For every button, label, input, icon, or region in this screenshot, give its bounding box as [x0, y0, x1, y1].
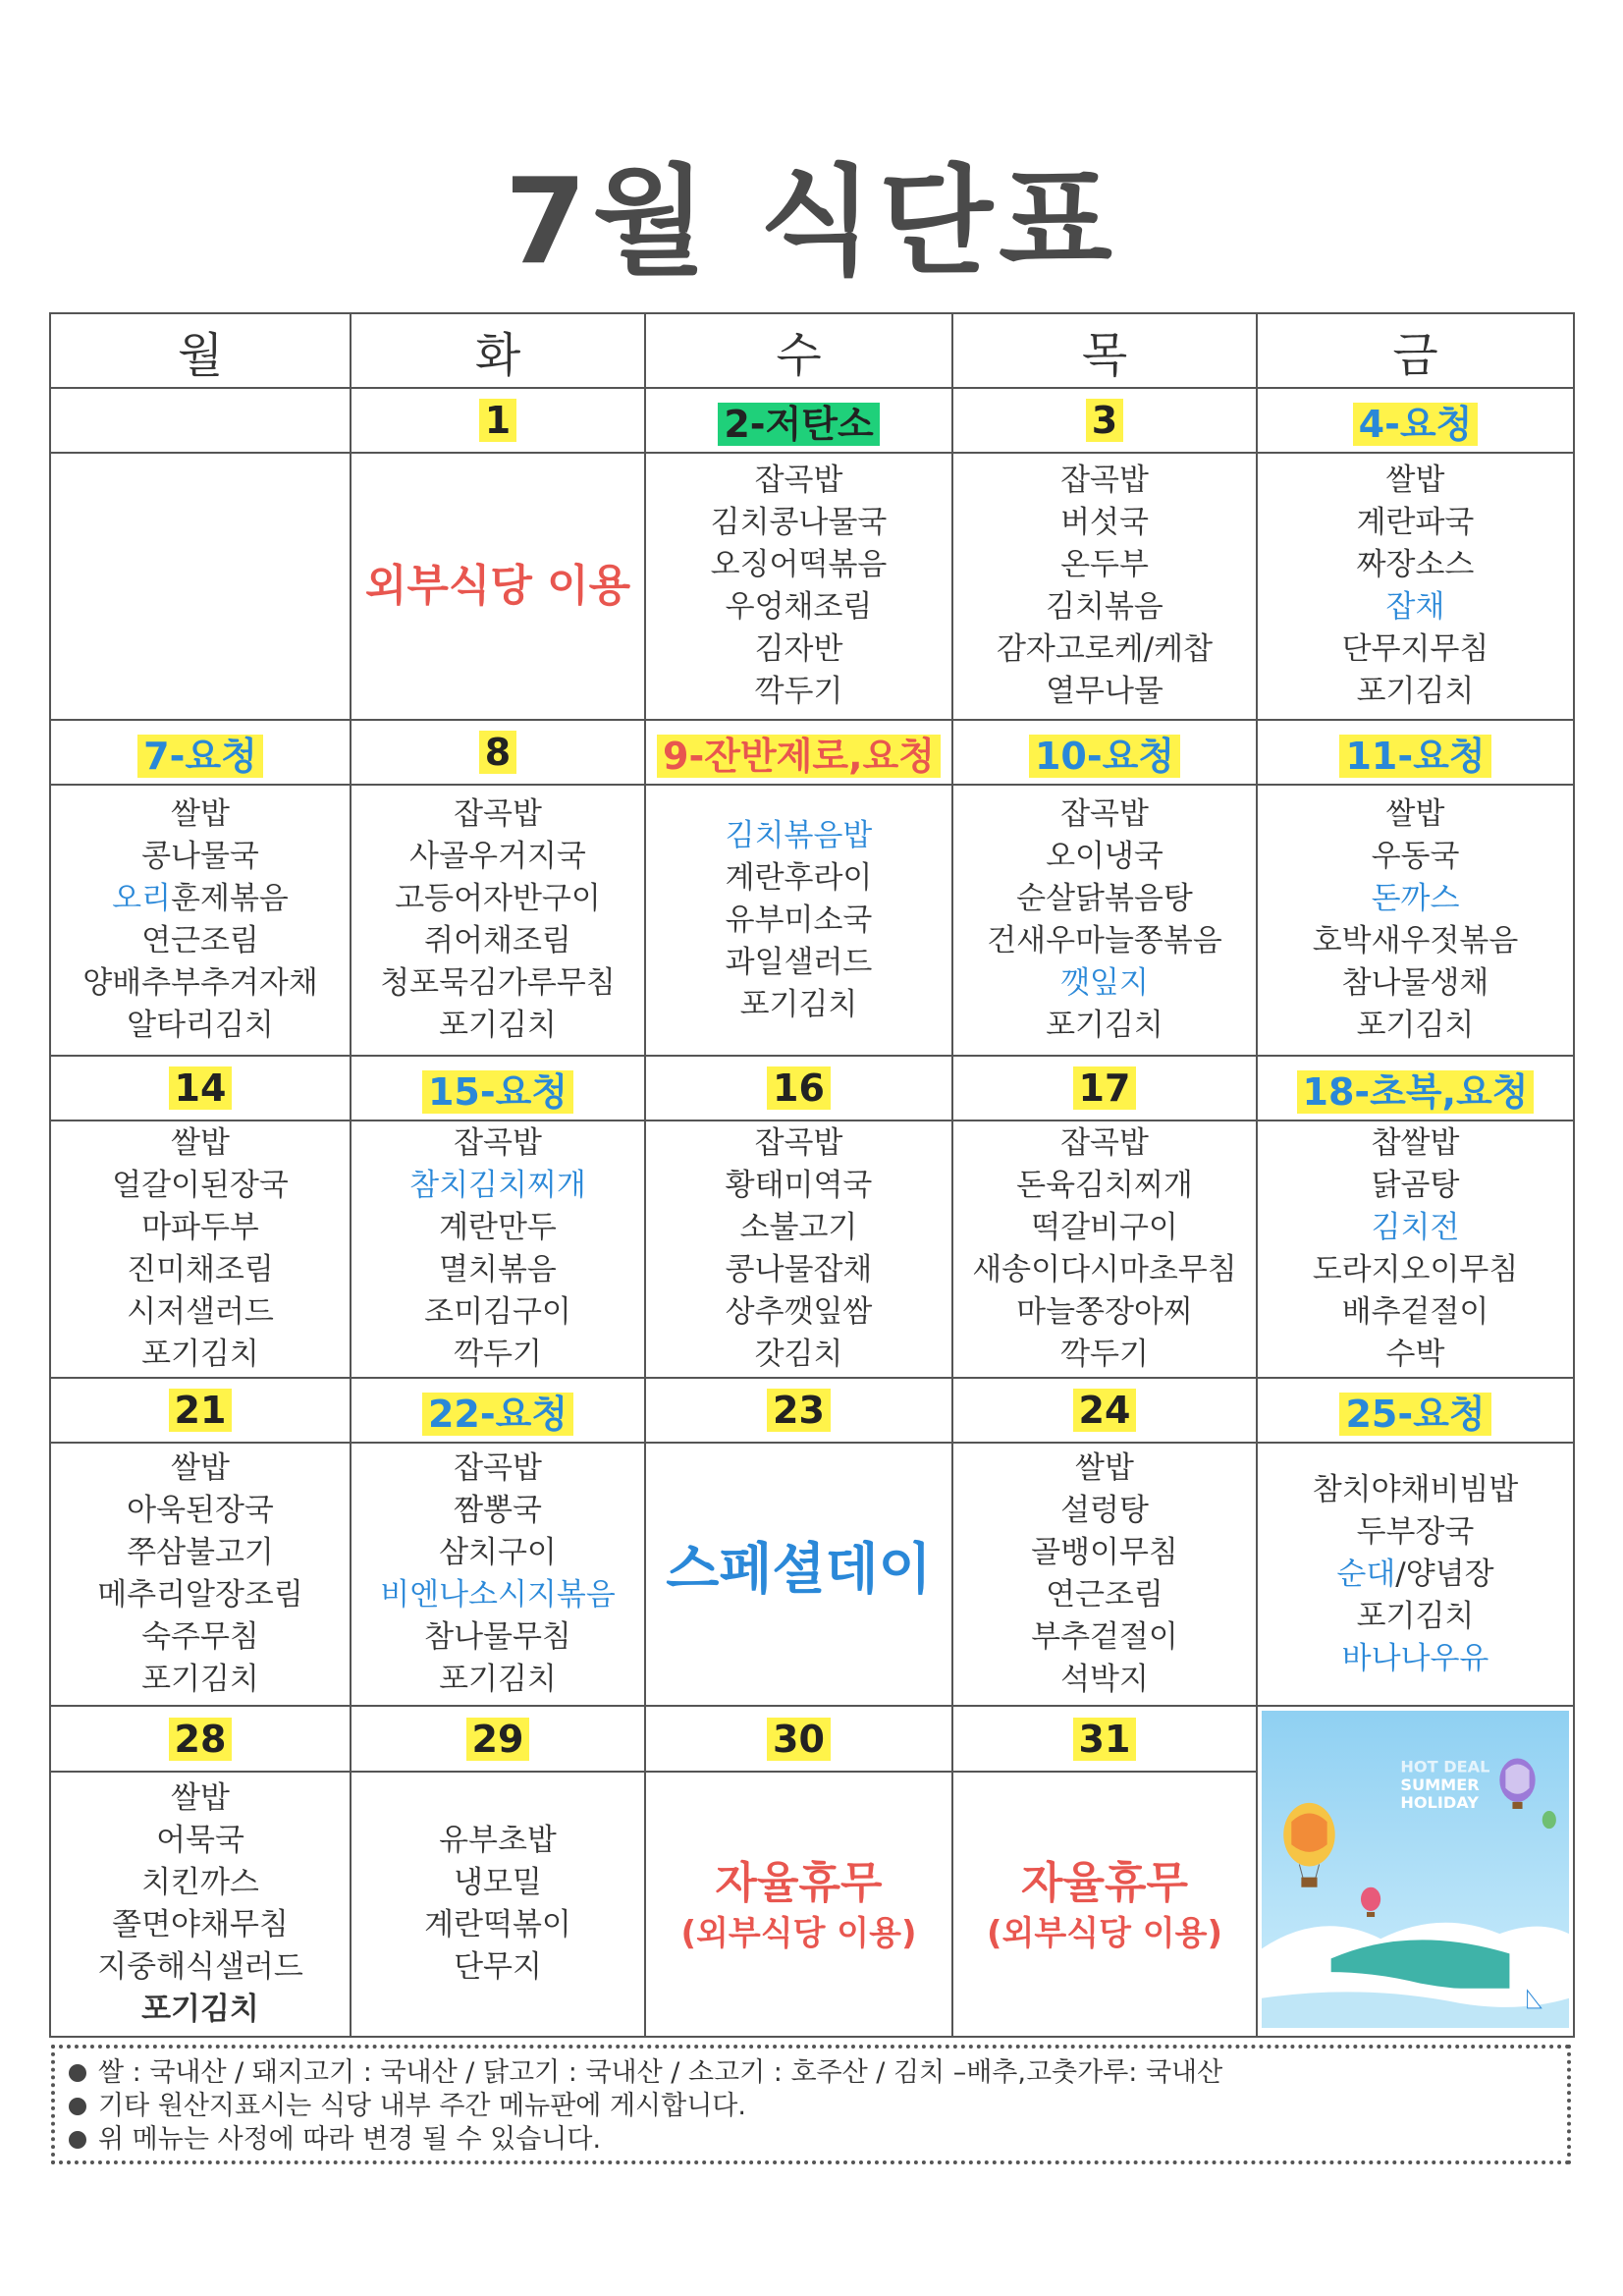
menu-item: 콩나물잡채 — [725, 1252, 873, 1287]
summer-holiday-illustration — [1262, 1711, 1569, 2028]
menu-item: 포기김치 — [1046, 1008, 1163, 1043]
note-row — [69, 2123, 1553, 2157]
menu-item: 깻잎지 — [1060, 965, 1149, 1001]
date-label: 17 — [1073, 1066, 1137, 1110]
note-text: 위 메뉴는 사정에 따라 변경 될 수 있습니다. — [98, 2124, 602, 2155]
date-label: 14 — [169, 1066, 233, 1110]
menu-item: 포기김치 — [439, 1662, 557, 1697]
menu-cell — [351, 1772, 645, 2037]
date-cell — [1257, 1378, 1574, 1443]
menu-item: 상추깻잎쌈 — [725, 1294, 873, 1330]
note-text: 기타 원산지표시는 식당 내부 주간 메뉴판에 게시합니다. — [98, 2091, 746, 2121]
menu-cell — [50, 1121, 351, 1378]
menu-cell — [351, 785, 645, 1056]
date-row-week3 — [50, 1056, 1574, 1121]
menu-item: 쭈삼불고기 — [127, 1535, 274, 1570]
menu-cell — [952, 1772, 1257, 2037]
menu-item: 열무나물 — [1046, 674, 1163, 709]
date-cell — [351, 1056, 645, 1121]
menu-item: 쌀밥 — [1075, 1450, 1134, 1486]
menu-item: 우동국 — [1371, 839, 1460, 874]
date-label: 22-요청 — [422, 1393, 573, 1436]
menu-item: 순살닭볶음탕 — [1016, 881, 1193, 916]
bullet-icon — [69, 2098, 86, 2115]
date-label: 7-요청 — [137, 735, 263, 778]
date-label: 23 — [767, 1389, 831, 1432]
menu-item: 짬뽕국 — [454, 1493, 542, 1528]
menu-item: 쌀밥 — [171, 1125, 230, 1161]
menu-item: 메추리알장조림 — [97, 1577, 303, 1613]
menu-item: 유부미소국 — [725, 902, 873, 938]
menu-cell — [645, 1772, 952, 2037]
menu-item: 포기김치 — [141, 1662, 259, 1697]
menu-item: 깍두기 — [1060, 1337, 1149, 1372]
bullet-icon — [69, 2131, 86, 2149]
menu-item-highlight: 순대 — [1336, 1556, 1396, 1592]
menu-item: 쥐어채조림 — [424, 923, 571, 958]
menu-item: 짜장소스 — [1356, 547, 1475, 582]
menu-item: 잡채 — [1385, 589, 1445, 625]
menu-item: 닭곰탕 — [1371, 1168, 1460, 1203]
note-row — [69, 2090, 1553, 2123]
date-cell — [645, 1378, 952, 1443]
menu-item: 유부초밥 — [439, 1823, 557, 1859]
menu-item-highlight: 오리 — [112, 881, 172, 916]
menu-item: 새송이다시마초무침 — [972, 1252, 1237, 1287]
menu-item: 감자고로케/케찹 — [996, 631, 1214, 667]
menu-cell — [952, 1121, 1257, 1378]
date-cell — [50, 1706, 351, 1772]
day-thu: 목 — [952, 313, 1257, 388]
menu-item: 쌀밥 — [171, 1780, 230, 1817]
menu-item: 골뱅이무침 — [1031, 1535, 1178, 1570]
summer-text-line3: HOLIDAY — [1400, 1792, 1479, 1812]
date-row-week4 — [50, 1378, 1574, 1443]
menu-item: 잡곡밥 — [1060, 1125, 1149, 1161]
date-cell — [952, 388, 1257, 453]
menu-item: 잡곡밥 — [454, 1125, 542, 1161]
menu-item: 진미채조림 — [127, 1252, 274, 1287]
menu-item: 갓김치 — [754, 1337, 843, 1372]
menu-item: 황태미역국 — [725, 1168, 873, 1203]
menu-item: 숙주무침 — [141, 1619, 259, 1655]
menu-cell — [645, 1443, 952, 1706]
day-mon: 월 — [50, 313, 351, 388]
date-label: 11-요청 — [1339, 735, 1490, 778]
date-cell — [952, 1378, 1257, 1443]
date-label: 8 — [479, 731, 516, 774]
day-header-row — [50, 313, 1574, 388]
date-cell — [351, 1378, 645, 1443]
menu-item: 콩나물국 — [141, 839, 259, 874]
menu-item: 포기김치 — [1356, 1008, 1475, 1043]
date-cell — [351, 1706, 645, 1772]
menu-item: 찹쌀밥 — [1371, 1125, 1460, 1161]
menu-cell — [50, 453, 351, 720]
day-wed: 수 — [645, 313, 952, 388]
date-cell — [645, 1056, 952, 1121]
menu-item: 도라지오이무침 — [1312, 1252, 1519, 1287]
note-row — [69, 2056, 1553, 2090]
menu-item: 비엔나소시지볶음 — [380, 1577, 616, 1613]
summer-text-line1: HOT DEAL — [1400, 1757, 1490, 1777]
menu-item: 참나물무침 — [424, 1619, 571, 1655]
closed-sublabel: (외부식당 이용) — [680, 1913, 917, 1953]
menu-cell — [50, 1772, 351, 2037]
menu-item: 아욱된장국 — [127, 1493, 274, 1528]
menu-item: 양배추부추겨자채 — [82, 965, 318, 1001]
menu-cell — [351, 1443, 645, 1706]
date-label: 1 — [479, 399, 516, 442]
menu-item: 쌀밥 — [171, 1450, 230, 1486]
menu-item: 계란후라이 — [725, 859, 873, 896]
date-label: 16 — [767, 1066, 831, 1110]
date-row-week1 — [50, 388, 1574, 453]
bullet-icon — [69, 2064, 86, 2082]
menu-item: 깍두기 — [454, 1337, 542, 1372]
menu-item: 잡곡밥 — [454, 1450, 542, 1486]
date-label: 31 — [1073, 1718, 1137, 1761]
menu-row-week4 — [50, 1443, 1574, 1706]
menu-item: 잡곡밥 — [1060, 463, 1149, 498]
menu-item: 잡곡밥 — [1060, 796, 1149, 832]
menu-item: 지중해식샐러드 — [97, 1949, 303, 1986]
date-label: 18-초복,요청 — [1297, 1070, 1535, 1114]
menu-item: 깍두기 — [754, 674, 843, 709]
date-cell — [351, 720, 645, 785]
menu-item — [1258, 1554, 1573, 1596]
summer-image-cell — [1257, 1706, 1574, 2037]
menu-item: 알타리김치 — [127, 1008, 274, 1043]
menu-cell — [645, 1121, 952, 1378]
menu-item: 포기김치 — [141, 1992, 259, 2028]
menu-item: 김치볶음밥 — [725, 817, 873, 853]
menu-cell — [645, 453, 952, 720]
menu-item: 버섯국 — [1060, 505, 1149, 540]
menu-item: 마파두부 — [141, 1210, 259, 1245]
summer-text-line2: SUMMER — [1400, 1775, 1480, 1794]
closed-label: 자율휴무 — [1020, 1857, 1188, 1908]
menu-item: 포기김치 — [1356, 674, 1475, 709]
menu-item: 참나물생채 — [1341, 965, 1489, 1001]
menu-item: 고등어자반구이 — [395, 881, 601, 916]
menu-item: 과일샐러드 — [725, 944, 873, 980]
date-cell — [952, 1706, 1257, 1772]
menu-item: 김치콩나물국 — [710, 505, 888, 540]
menu-cell — [351, 453, 645, 720]
menu-item: 바나나우유 — [1341, 1640, 1489, 1676]
menu-item: 마늘쫑장아찌 — [1016, 1294, 1193, 1330]
menu-item: 단무지 — [454, 1949, 542, 1986]
menu-item: 설렁탕 — [1060, 1493, 1149, 1528]
menu-item: 쌀밥 — [171, 796, 230, 832]
menu-item: 수박 — [1385, 1337, 1445, 1372]
menu-item: 떡갈비구이 — [1031, 1210, 1178, 1245]
menu-row-week2 — [50, 785, 1574, 1056]
menu-item: 포기김치 — [141, 1337, 259, 1372]
menu-item: 건새우마늘쫑볶음 — [987, 923, 1222, 958]
date-label: 21 — [169, 1389, 233, 1432]
date-cell — [351, 388, 645, 453]
menu-item: 포기김치 — [739, 986, 858, 1022]
menu-item: 연근조림 — [141, 923, 259, 958]
date-cell — [952, 720, 1257, 785]
menu-item: 쌀밥 — [1385, 463, 1445, 498]
date-label: 9-잔반제로,요청 — [657, 735, 941, 778]
notes-box — [51, 2045, 1571, 2164]
menu-item: 돈까스 — [1371, 881, 1460, 916]
date-cell — [645, 720, 952, 785]
date-label: 10-요청 — [1029, 735, 1180, 778]
menu-item: 포기김치 — [439, 1008, 557, 1043]
date-cell — [50, 1378, 351, 1443]
menu-item: 참치김치찌개 — [409, 1168, 586, 1203]
menu-table — [49, 312, 1575, 2038]
menu-item: 계란떡볶이 — [424, 1907, 571, 1943]
date-cell — [1257, 1056, 1574, 1121]
date-row-week2 — [50, 720, 1574, 785]
menu-item: 두부장국 — [1356, 1513, 1475, 1550]
balloon-icon — [1542, 1811, 1556, 1829]
menu-item: 단무지무침 — [1341, 631, 1489, 667]
menu-item: 김자반 — [754, 631, 843, 667]
menu-cell — [50, 785, 351, 1056]
menu-item: 쫄면야채무침 — [112, 1907, 289, 1943]
date-cell — [1257, 388, 1574, 453]
menu-item: 청포묵김가루무침 — [380, 965, 616, 1001]
menu-cell — [952, 1443, 1257, 1706]
menu-cell — [1257, 1443, 1574, 1706]
menu-item: 온두부 — [1060, 547, 1149, 582]
date-label: 28 — [169, 1718, 233, 1761]
menu-item: 오이냉국 — [1046, 839, 1163, 874]
menu-item: 호박새우젓볶음 — [1312, 923, 1519, 958]
date-label: 2-저탄소 — [718, 403, 879, 446]
closed-label: 자율휴무 — [715, 1857, 883, 1908]
date-label: 24 — [1073, 1389, 1137, 1432]
date-cell — [1257, 720, 1574, 785]
menu-cell — [351, 1121, 645, 1378]
menu-cell — [50, 1443, 351, 1706]
day-fri: 금 — [1257, 313, 1574, 388]
menu-item: 쌀밥 — [1385, 796, 1445, 832]
menu-item: 배추겉절이 — [1341, 1294, 1489, 1330]
page-title: 7월 식단표 — [505, 154, 1118, 291]
day-tue: 화 — [351, 313, 645, 388]
menu-cell — [1257, 785, 1574, 1056]
menu-item: 얼갈이된장국 — [112, 1168, 289, 1203]
date-cell — [952, 1056, 1257, 1121]
date-label: 25-요청 — [1339, 1393, 1490, 1436]
menu-item: 오징어떡볶음 — [710, 547, 888, 582]
menu-item: 석박지 — [1060, 1662, 1149, 1697]
menu-item: 소불고기 — [739, 1210, 858, 1245]
menu-item: 잡곡밥 — [454, 796, 542, 832]
special-day: 스페셜데이 — [666, 1538, 932, 1602]
menu-cell — [645, 785, 952, 1056]
menu-item: 계란파국 — [1356, 505, 1475, 540]
menu-item: 멸치볶음 — [439, 1252, 557, 1287]
menu-cell — [1257, 1121, 1574, 1378]
menu-item: 어묵국 — [156, 1823, 244, 1859]
date-cell — [645, 1706, 952, 1772]
date-cell — [50, 1056, 351, 1121]
date-label: 30 — [767, 1718, 831, 1761]
note-text: 쌀 : 국내산 / 돼지고기 : 국내산 / 닭고기 : 국내산 / 소고기 : 호주산 / 김치 –배추,고춧가루: 국내산 — [98, 2057, 1223, 2088]
date-cell — [50, 388, 351, 453]
menu-cell — [952, 453, 1257, 720]
menu-item: 삼치구이 — [439, 1535, 557, 1570]
menu-item: 조미김구이 — [424, 1294, 571, 1330]
menu-item: 연근조림 — [1046, 1577, 1163, 1613]
menu-item: 돈육김치찌개 — [1016, 1168, 1193, 1203]
menu-item: 김치전 — [1371, 1210, 1460, 1245]
menu-item: 참치야채비빔밥 — [1312, 1471, 1519, 1507]
menu-item: 외부식당 이용 — [364, 561, 631, 611]
menu-item: 잡곡밥 — [754, 463, 843, 498]
menu-cell — [1257, 453, 1574, 720]
menu-row-week1 — [50, 453, 1574, 720]
menu-item-text: 훈제볶음 — [171, 881, 289, 916]
menu-item: 우엉채조림 — [725, 589, 873, 625]
date-label: 3 — [1086, 399, 1123, 442]
menu-item: 잡곡밥 — [754, 1125, 843, 1161]
date-label: 4-요청 — [1353, 403, 1479, 446]
date-label: 29 — [466, 1718, 530, 1761]
date-cell — [645, 388, 952, 453]
date-cell — [50, 720, 351, 785]
closed-sublabel: (외부식당 이용) — [987, 1913, 1222, 1953]
menu-cell — [952, 785, 1257, 1056]
menu-item: 냉모밀 — [454, 1865, 542, 1901]
menu-item: 포기김치 — [1356, 1598, 1475, 1634]
menu-row-week3 — [50, 1121, 1574, 1378]
menu-item: 김치볶음 — [1046, 589, 1163, 625]
menu-item: 부추겉절이 — [1031, 1619, 1178, 1655]
menu-item — [51, 878, 350, 920]
menu-item: 시저샐러드 — [127, 1294, 274, 1330]
menu-item: 계란만두 — [439, 1210, 557, 1245]
menu-item: 사골우거지국 — [409, 839, 586, 874]
menu-item: 치킨까스 — [141, 1865, 259, 1901]
date-row-week5 — [50, 1706, 1574, 1772]
date-label: 15-요청 — [422, 1070, 573, 1114]
menu-item-text: /양념장 — [1395, 1556, 1494, 1592]
